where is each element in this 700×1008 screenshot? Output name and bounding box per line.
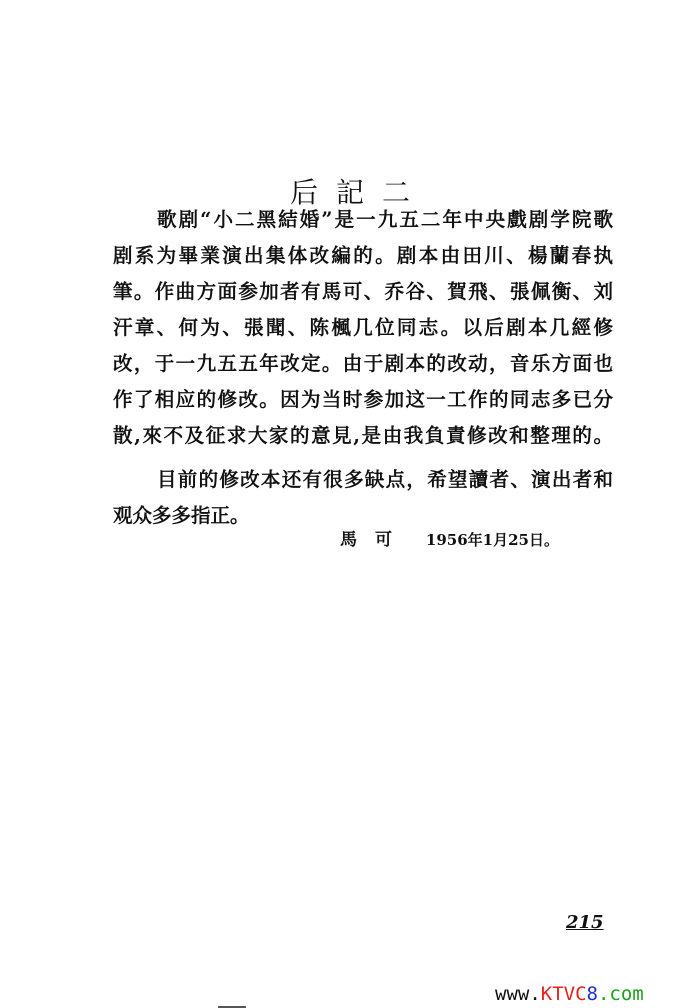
text-line: 汗章、何为、張聞、陈楓几位同志。以后剧本几經修 xyxy=(113,316,613,339)
text-line: 筆。作曲方面参加者有馬可、乔谷、賀飛、張佩衡、刘 xyxy=(113,280,613,303)
text-line: 观众多多指正。 xyxy=(113,504,250,527)
text-line: 目前的修改本还有很多缺点，希望讀者、演出者和 xyxy=(157,468,613,491)
text-line: 歌剧“小二黑結婚”是一九五二年中央戲剧学院歌 xyxy=(157,208,613,231)
watermark xyxy=(495,983,644,1005)
text-line: 作了相应的修改。因为当时参加这一工作的同志多已分 xyxy=(113,388,613,411)
watermark-suffix: .com xyxy=(597,983,644,1005)
watermark-prefix: www. xyxy=(495,983,541,1005)
paragraph-1 xyxy=(113,202,613,454)
text-line: 改，于一九五五年改定。由于剧本的改动，音乐方面也 xyxy=(113,352,613,375)
text-line: 剧系为畢業演出集体改編的。剧本由田川、楊蘭春执 xyxy=(113,244,613,267)
watermark-brand: KTVC xyxy=(540,983,587,1005)
page-number: 215 xyxy=(566,912,604,933)
page-title: 后記二 xyxy=(289,175,428,209)
author-name: 馬可 xyxy=(340,530,410,550)
watermark-brand-digit: 8 xyxy=(586,983,598,1005)
body-text xyxy=(113,202,613,534)
text-line: 散,來不及征求大家的意見,是由我負責修改和整理的。 xyxy=(113,424,613,447)
paragraph-2 xyxy=(113,462,613,534)
signature xyxy=(340,525,559,550)
signature-date: 1956年1月25日。 xyxy=(425,531,559,549)
